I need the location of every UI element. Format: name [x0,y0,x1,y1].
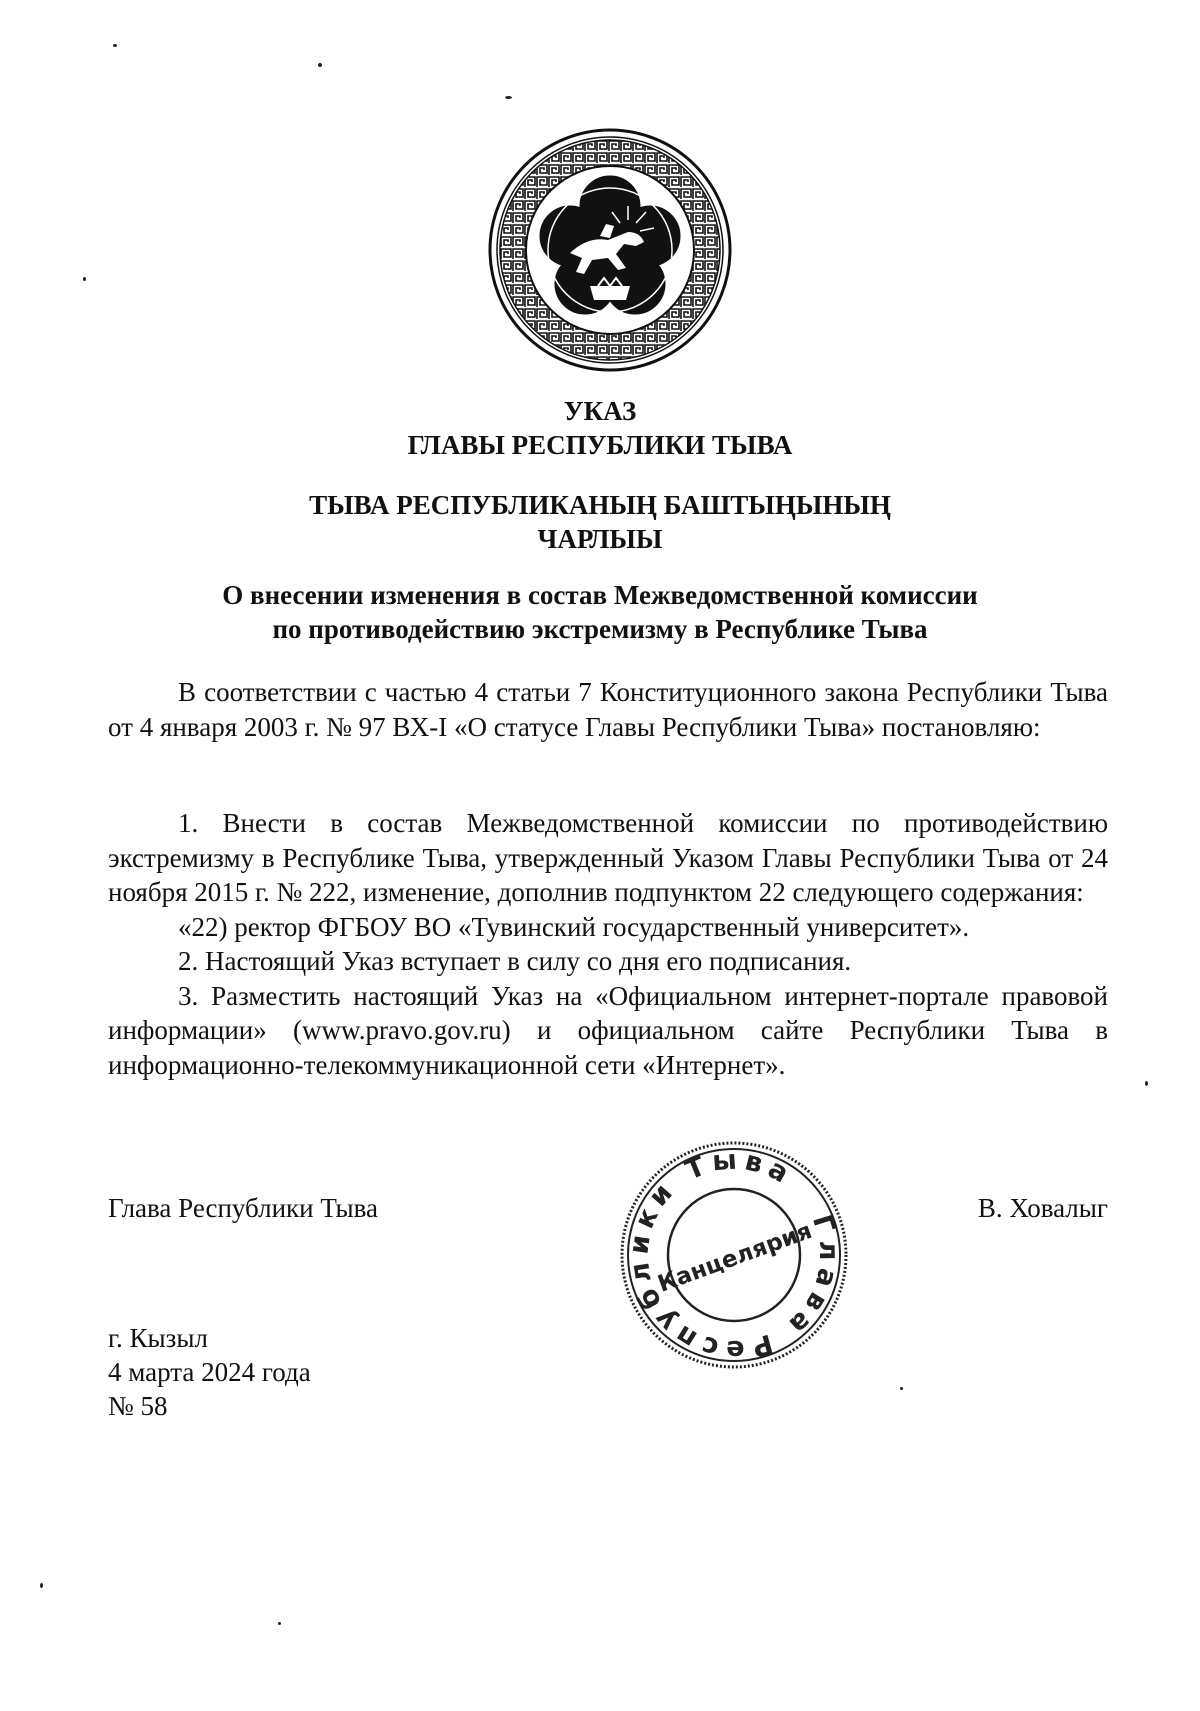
document-footer [108,1321,311,1423]
signatory-name: В. Ховалыг [977,1193,1108,1223]
scan-speck [1145,1081,1148,1086]
decree-item: 3. Разместить настоящий Указ на «Официальном интернет-портале правовой информации» (www.pravo.gov.ru) и официальном сайте Республики Тыва в информационно-телекоммуникационной сети «Интернет». [108,980,1108,1080]
issue-city: г. Кызыл [108,1323,208,1353]
decree-title [0,394,1200,462]
scan-speck [83,277,86,281]
decree-items [108,806,1108,1082]
subject-line: по противодействию экстремизму в Республике Тыва [272,614,928,644]
scan-speck [113,44,117,47]
decree-item: 1. Внести в состав Межведомственной комиссии по противодействию экстремизму в Республике Тыва, утвержденный Указом Главы Республики Тыва от 24 ноября 2015 г. № 222, изменение, дополнив подпунктом 22 следующего содержания: [108,808,1108,907]
title-line: ТЫВА РЕСПУБЛИКАНЫҢ БАШТЫҢЫНЫҢ [309,490,891,520]
decree-item: «22) ректор ФГБОУ ВО «Тувинский государственный университет». [178,911,970,942]
official-stamp [618,1139,850,1371]
decree-subject [0,578,1200,646]
scan-speck [505,96,512,99]
preamble [108,675,1108,744]
coat-of-arms-emblem [488,128,732,372]
title-line: ГЛАВЫ РЕСПУБЛИКИ ТЫВА [407,430,793,460]
issue-date: 4 марта 2024 года [108,1357,311,1387]
decree-number: № 58 [108,1391,168,1421]
signatory-position: Глава Республики Тыва [108,1193,379,1223]
scan-speck [900,1387,903,1390]
title-line: ЧАРЛЫЫ [537,524,663,554]
stamp-ring-text: Глава Республики Тыва [623,1144,845,1366]
title-line: УКАЗ [563,396,637,426]
subject-line: О внесении изменения в состав Межведомственной комиссии [222,580,978,610]
stamp-center-text: Канцелярия [654,1217,816,1298]
preamble-paragraph: В соответствии с частью 4 статьи 7 Конституционного закона Республики Тыва от 4 января 2003 г. № 97 ВХ-I «О статусе Главы Республики Тыва» постановляю: [108,677,1108,742]
scan-speck [40,1583,43,1588]
scan-speck [278,1622,281,1625]
decree-title-tuvan [0,488,1200,556]
scan-speck [318,63,322,67]
decree-item: 2. Настоящий Указ вступает в силу со дня его подписания. [178,946,852,976]
